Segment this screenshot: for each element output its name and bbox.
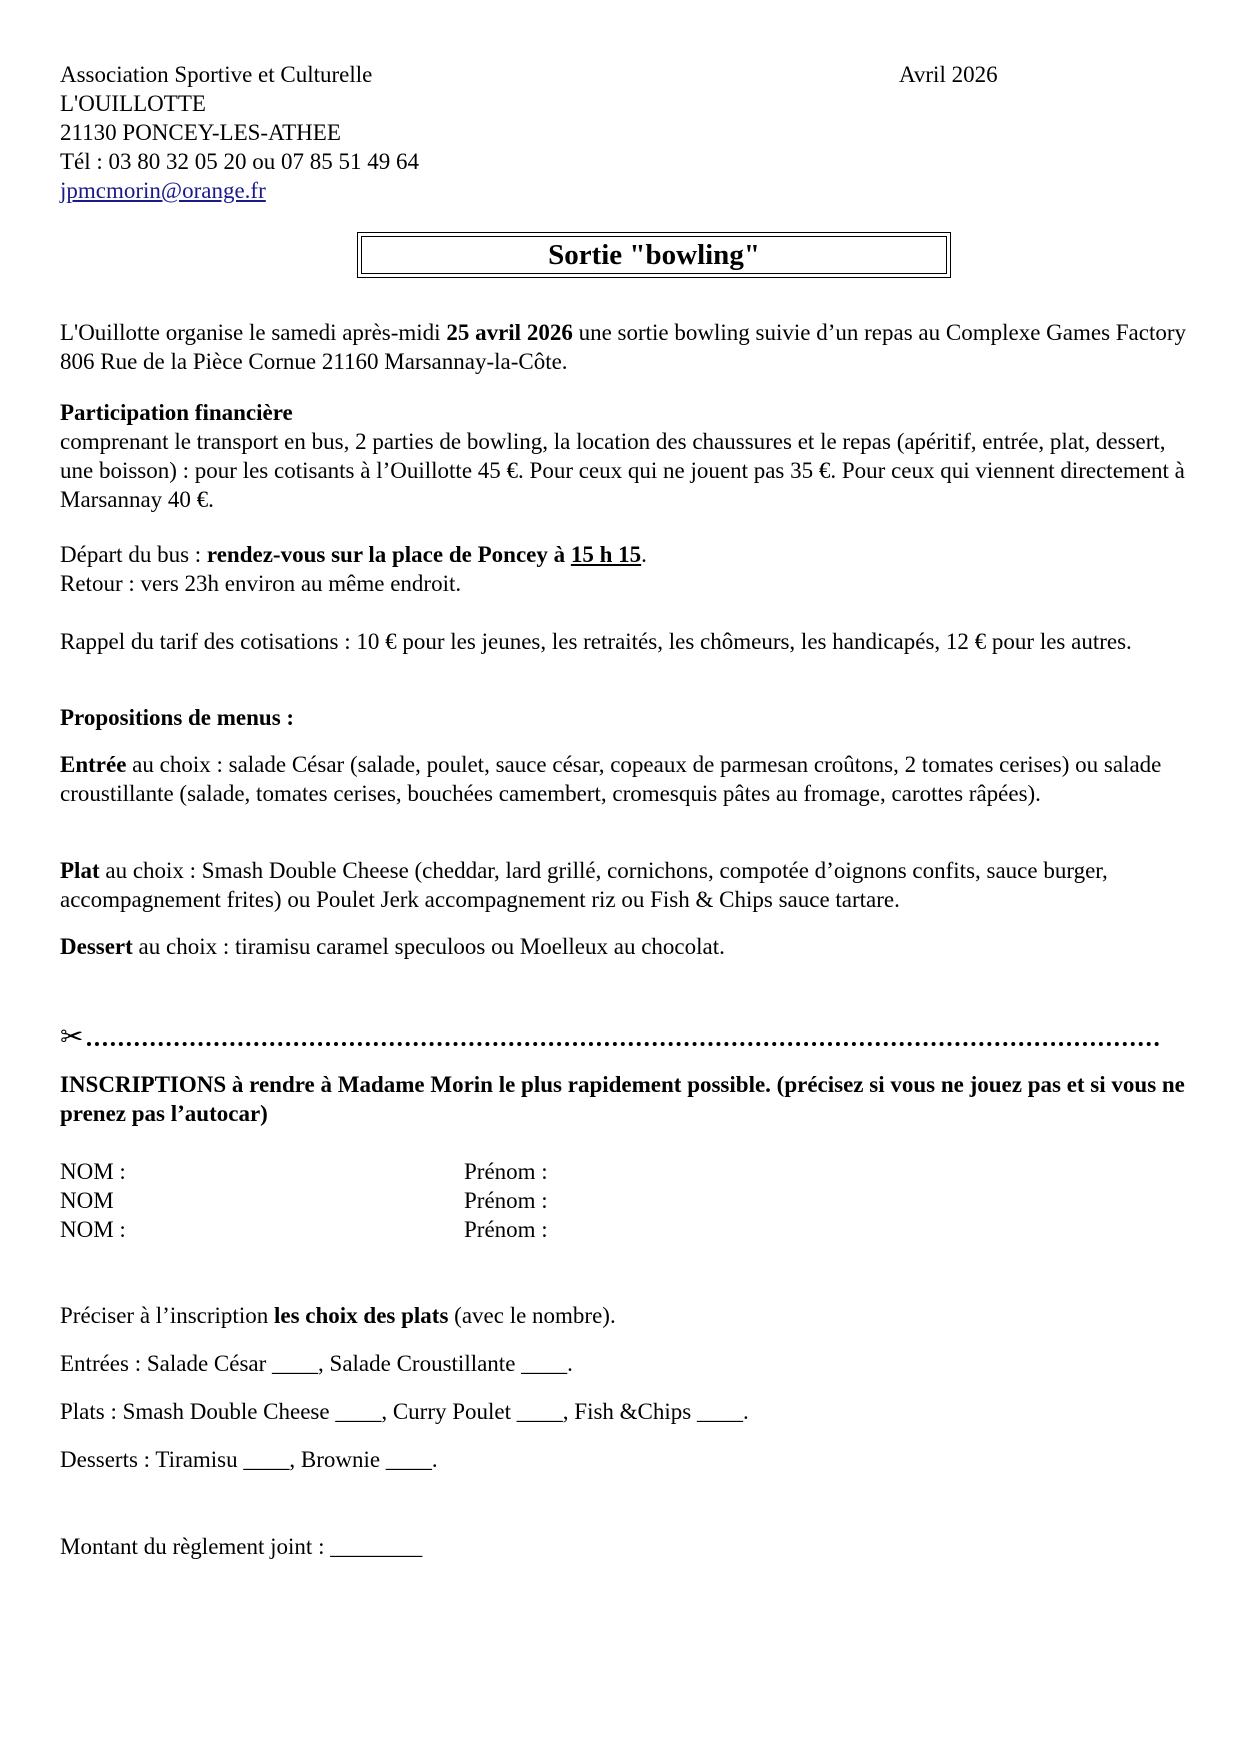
dotted-cut-line [87, 1042, 1160, 1046]
entree-text: au choix : salade César (salade, poulet, sauce césar, copeaux de parmesan croûtons, 2 tomates cerises) ou salade croustillante (salade, tomates cerises, bouchées camembert, cromesquis pâtes au fromage, carottes râpées). [60, 752, 1162, 806]
plat-label: Plat [60, 858, 100, 883]
menu-dessert [60, 932, 1190, 961]
name-row [60, 1186, 1060, 1215]
dessert-label: Dessert [60, 934, 133, 959]
participation-heading: Participation financière [60, 400, 293, 425]
cut-line [60, 1022, 1160, 1052]
intro-text-end: une sortie bowling suivie d’un repas au Complexe Games Factory 806 Rue de la Pièce Cornue 21160 Marsannay-la-Côte. [60, 320, 1187, 374]
return-info: Retour : vers 23h environ au même endroit. [60, 571, 462, 596]
nom-label: NOM [60, 1188, 114, 1213]
departure-place: rendez-vous sur la place de Poncey à [206, 542, 571, 567]
title-box [357, 232, 951, 278]
org-postal-address: 21130 PONCEY-LES-ATHEE [60, 120, 341, 145]
entree-label: Entrée [60, 752, 127, 777]
intro-text: L'Ouillotte organise le samedi après-midi [60, 320, 447, 345]
org-name: Association Sportive et Culturelle [60, 62, 373, 87]
choices-intro [60, 1301, 1190, 1330]
menus-heading [60, 703, 1190, 732]
menus-heading-text: Propositions de menus : [60, 705, 295, 730]
org-email-link[interactable]: jpmcmorin@orange.fr [60, 178, 266, 203]
plat-text: au choix : Smash Double Cheese (cheddar, lard grillé, cornichons, compotée d’oignons confits, sauce burger, accompagnement frites) ou Poulet Jerk accompagnement riz ou Fish & Chips sauce tartare. [60, 858, 1108, 912]
nom-label: NOM : [60, 1159, 126, 1184]
scissors-icon: ✂ [60, 1021, 84, 1053]
menu-plat [60, 856, 1190, 914]
participation-section [60, 398, 1190, 514]
choices-desserts: Desserts : Tiramisu ____, Brownie ____. [60, 1447, 438, 1472]
org-phone: Tél : 03 80 32 05 20 ou 07 85 51 49 64 [60, 149, 420, 174]
header-address [60, 60, 419, 205]
org-short-name: L'OUILLOTTE [60, 91, 206, 116]
departure-end: . [641, 542, 647, 567]
dessert-text: au choix : tiramisu caramel speculoos ou Moelleux au chocolat. [132, 934, 725, 959]
choices-entrees: Entrées : Salade César ____, Salade Croustillante ____. [60, 1351, 573, 1376]
intro-date: 25 avril 2026 [446, 320, 573, 345]
departure-section [60, 540, 1190, 598]
name-row [60, 1157, 1060, 1186]
page-title: Sortie "bowling" [361, 236, 947, 274]
nom-label: NOM : [60, 1217, 126, 1242]
payment-amount: Montant du règlement joint : ________ [60, 1534, 423, 1559]
choices-plats: Plats : Smash Double Cheese ____, Curry Poulet ____, Fish &Chips ____. [60, 1399, 749, 1424]
prenom-label: Prénom : [464, 1217, 548, 1242]
choices-intro-text: Préciser à l’inscription [60, 1303, 274, 1328]
choices-intro-end: (avec le nombre). [448, 1303, 616, 1328]
name-row [60, 1215, 1060, 1244]
departure-time: 15 h 15 [570, 542, 642, 567]
participation-text: comprenant le transport en bus, 2 parties de bowling, la location des chaussures et le repas (apéritif, entrée, plat, dessert, une boisson) : pour les cotisants à l’Ouillotte 45 €. Pour ceux qui ne jouent pas 35 €. Pour ceux qui viennent directement à Marsannay 40 €. [60, 429, 1185, 512]
header-date: Avril 2026 [899, 62, 998, 87]
prenom-label: Prénom : [464, 1188, 548, 1213]
menu-entree [60, 750, 1190, 808]
inscriptions-instructions: INSCRIPTIONS à rendre à Madame Morin le plus rapidement possible. (précisez si vous ne jouez pas et si vous ne prenez pas l’autocar) [60, 1072, 1185, 1126]
prenom-label: Prénom : [464, 1159, 548, 1184]
cotisations-reminder: Rappel du tarif des cotisations : 10 € pour les jeunes, les retraités, les chômeurs, les handicapés, 12 € pour les autres. [60, 629, 1132, 654]
intro-paragraph [60, 318, 1190, 376]
departure-label: Départ du bus : [60, 542, 207, 567]
choices-intro-bold: les choix des plats [273, 1303, 449, 1328]
